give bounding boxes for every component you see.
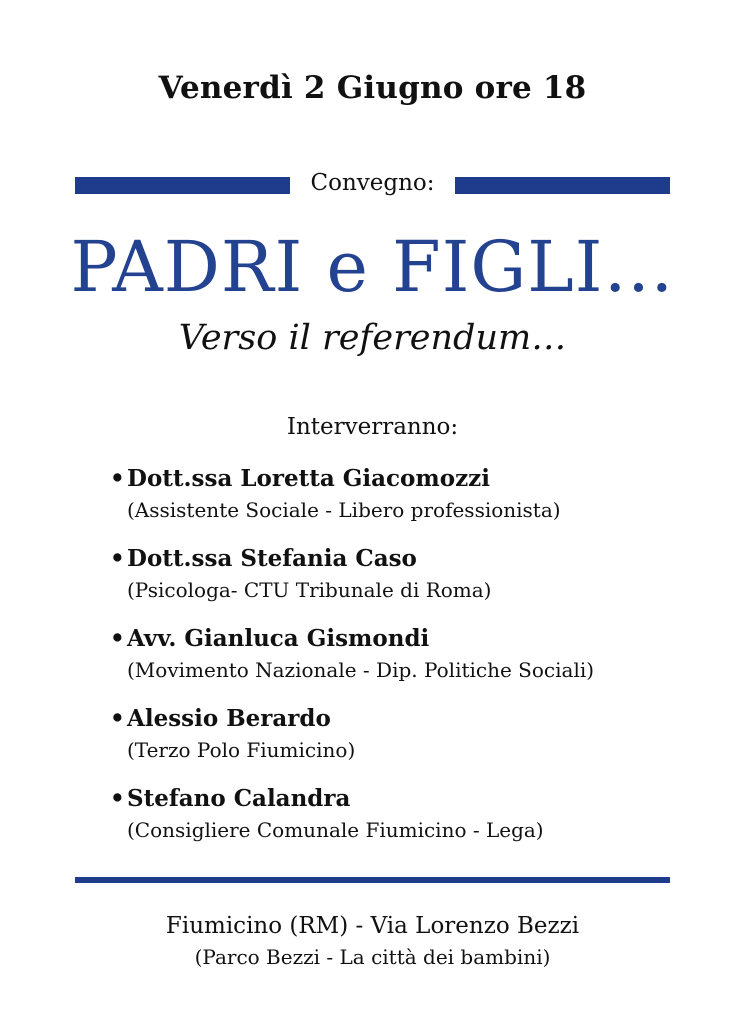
speaker-item [110,702,730,782]
divider-bar [75,877,670,883]
speaker-name: Dott.ssa Loretta Giacomozzi [127,465,490,492]
event-date: Venerdì 2 Giugno ore 18 [158,70,587,106]
speaker-name: Dott.ssa Stefania Caso [127,545,417,572]
speakers-heading: Interverranno: [286,414,459,440]
speaker-name: Avv. Gianluca Gismondi [127,625,430,652]
speaker-item [110,622,730,702]
bullet-icon: • [110,625,125,652]
venue-address: Fiumicino (RM) - Via Lorenzo Bezzi [165,913,580,939]
bullet-icon: • [110,705,125,732]
speaker-item [110,462,730,542]
decorative-bar-right [455,177,670,194]
speaker-name: Alessio Berardo [127,705,331,732]
bullet-icon: • [110,545,125,572]
bullet-icon: • [110,785,125,812]
speaker-role: (Consigliere Comunale Fiumicino - Lega) [127,818,544,842]
speaker-role: (Psicologa- CTU Tribunale di Roma) [127,578,492,602]
subtitle: Verso il referendum… [178,318,567,358]
speaker-item [110,542,730,622]
speaker-role: (Movimento Nazionale - Dip. Politiche Sociali) [127,658,595,682]
speaker-role: (Terzo Polo Fiumicino) [127,738,356,762]
bullet-icon: • [110,465,125,492]
speaker-name: Stefano Calandra [127,785,351,812]
event-type-label: Convegno: [310,170,435,196]
speaker-role: (Assistente Sociale - Libero professionista) [127,498,561,522]
speaker-item [110,782,730,862]
decorative-bar-left [75,177,290,194]
speakers-list [110,462,730,862]
main-title: PADRI e FIGLI… [70,226,675,308]
venue-detail: (Parco Bezzi - La città dei bambini) [194,945,551,969]
